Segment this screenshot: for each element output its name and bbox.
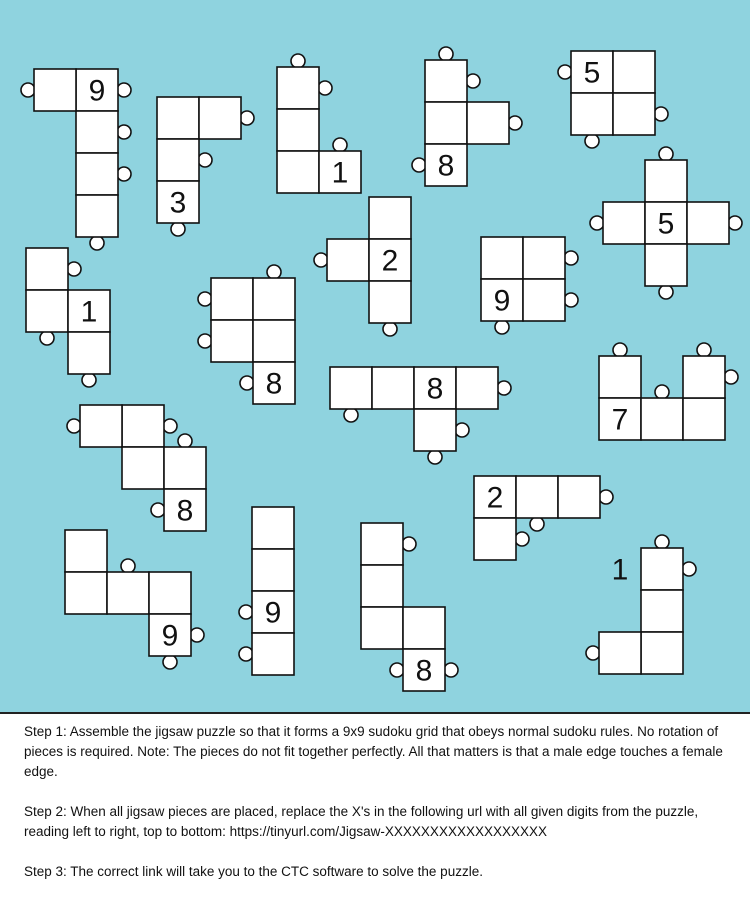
jigsaw-cell: [369, 281, 411, 323]
jigsaw-tab: [497, 381, 511, 395]
jigsaw-tab: [728, 216, 742, 230]
jigsaw-cell: [641, 398, 683, 440]
jigsaw-piece: [67, 405, 206, 531]
jigsaw-cell: [474, 518, 516, 560]
given-digit: 8: [437, 149, 455, 183]
jigsaw-tab: [90, 236, 104, 250]
jigsaw-tab: [267, 265, 281, 279]
given-digit: 8: [415, 654, 433, 688]
jigsaw-tab: [613, 343, 627, 357]
jigsaw-piece: [361, 523, 458, 691]
jigsaw-tab: [590, 216, 604, 230]
jigsaw-tab: [659, 285, 673, 299]
jigsaw-piece: [314, 197, 411, 336]
jigsaw-piece: [157, 97, 254, 236]
jigsaw-cell: [211, 278, 253, 320]
jigsaw-cell: [361, 565, 403, 607]
jigsaw-piece: [474, 476, 613, 560]
jigsaw-cell: [641, 632, 683, 674]
jigsaw-tab: [655, 385, 669, 399]
jigsaw-tab: [659, 147, 673, 161]
jigsaw-tab: [40, 331, 54, 345]
given-digit: 7: [611, 403, 629, 437]
jigsaw-tab: [466, 74, 480, 88]
jigsaw-piece: [412, 47, 522, 186]
jigsaw-cell: [361, 523, 403, 565]
jigsaw-cell: [571, 93, 613, 135]
jigsaw-tab: [151, 503, 165, 517]
given-digit: 9: [161, 619, 179, 653]
jigsaw-tab: [117, 83, 131, 97]
jigsaw-tab: [190, 628, 204, 642]
jigsaw-cell: [76, 153, 118, 195]
jigsaw-piece: [599, 343, 738, 440]
jigsaw-tab: [495, 320, 509, 334]
jigsaw-piece: [277, 54, 361, 193]
jigsaw-piece: [590, 147, 742, 299]
jigsaw-tab: [439, 47, 453, 61]
given-digit: 8: [176, 494, 194, 528]
jigsaw-tab: [117, 167, 131, 181]
step-2-text: Step 2: When all jigsaw pieces are placed, replace the X's in the following url with all given digits from the puzzle, reading left to right, top to bottom: https://tinyurl.com/Jigsaw-XXXXXXXXXXXXXXXXXX: [24, 804, 699, 839]
given-digit: 9: [88, 74, 106, 108]
jigsaw-tab: [599, 490, 613, 504]
jigsaw-tab: [198, 153, 212, 167]
jigsaw-piece: [586, 535, 696, 674]
jigsaw-cell: [641, 590, 683, 632]
jigsaw-cell: [603, 202, 645, 244]
jigsaw-cell: [456, 367, 498, 409]
jigsaw-tab: [240, 376, 254, 390]
jigsaw-cell: [277, 67, 319, 109]
given-digit: 5: [657, 207, 675, 241]
given-digit: 9: [264, 596, 282, 630]
jigsaw-tab: [344, 408, 358, 422]
jigsaw-cell: [516, 476, 558, 518]
jigsaw-tab: [171, 222, 185, 236]
jigsaw-tab: [455, 423, 469, 437]
jigsaw-tab: [333, 138, 347, 152]
given-digit: 9: [493, 284, 511, 318]
jigsaw-cell: [122, 447, 164, 489]
given-digit: 8: [426, 372, 444, 406]
jigsaw-tab: [390, 663, 404, 677]
jigsaw-piece: [330, 367, 511, 464]
jigsaw-cell: [327, 239, 369, 281]
jigsaw-cell: [277, 151, 319, 193]
jigsaw-cell: [157, 139, 199, 181]
jigsaw-cell: [369, 197, 411, 239]
jigsaw-cell: [199, 97, 241, 139]
jigsaw-piece: [65, 530, 204, 669]
jigsaw-tab: [240, 111, 254, 125]
jigsaw-cell: [523, 237, 565, 279]
jigsaw-cell: [65, 530, 107, 572]
given-digit: 2: [486, 481, 504, 515]
jigsaw-tab: [318, 81, 332, 95]
instructions: [24, 722, 736, 902]
jigsaw-cell: [425, 60, 467, 102]
given-digit: 1: [331, 156, 349, 190]
jigsaw-tab: [444, 663, 458, 677]
jigsaw-cell: [683, 398, 725, 440]
given-digit: 3: [169, 186, 187, 220]
jigsaw-cell: [645, 160, 687, 202]
jigsaw-cell: [599, 356, 641, 398]
jigsaw-tab: [67, 419, 81, 433]
jigsaw-cell: [68, 332, 110, 374]
jigsaw-cell: [558, 476, 600, 518]
jigsaw-cell: [157, 97, 199, 139]
jigsaw-piece: [558, 51, 668, 148]
jigsaw-cell: [65, 572, 107, 614]
jigsaw-tab: [291, 54, 305, 68]
jigsaw-cell: [26, 248, 68, 290]
given-digit: 8: [265, 367, 283, 401]
jigsaw-cell: [613, 51, 655, 93]
jigsaw-tab: [724, 370, 738, 384]
jigsaw-cell: [523, 279, 565, 321]
jigsaw-cell: [253, 320, 295, 362]
jigsaw-tab: [558, 65, 572, 79]
jigsaw-tab: [163, 655, 177, 669]
jigsaw-tab: [655, 535, 669, 549]
jigsaw-cell: [372, 367, 414, 409]
jigsaw-tab: [121, 559, 135, 573]
jigsaw-tab: [239, 605, 253, 619]
jigsaw-cell: [76, 111, 118, 153]
jigsaw-tab: [515, 532, 529, 546]
jigsaw-tab: [383, 322, 397, 336]
jigsaw-tab: [82, 373, 96, 387]
jigsaw-tab: [530, 517, 544, 531]
jigsaw-cell: [34, 69, 76, 111]
jigsaw-cell: [277, 109, 319, 151]
jigsaw-piece: [481, 237, 578, 334]
jigsaw-tab: [412, 158, 426, 172]
jigsaw-tab: [117, 125, 131, 139]
jigsaw-cell: [414, 409, 456, 451]
jigsaw-cell: [26, 290, 68, 332]
jigsaw-cell: [645, 244, 687, 286]
jigsaw-piece: [26, 248, 110, 387]
jigsaw-cell: [253, 278, 295, 320]
jigsaw-cell: [361, 607, 403, 649]
jigsaw-cell: [252, 549, 294, 591]
jigsaw-tab: [21, 83, 35, 97]
step-1-text: Step 1: Assemble the jigsaw puzzle so that it forms a 9x9 sudoku grid that obeys normal sudoku rules. No rotation of pieces is required. Note: The pieces do not fit together perfectly. All that matters is that a male edge touches a female edge.: [24, 724, 723, 779]
jigsaw-tab: [163, 419, 177, 433]
jigsaw-tab: [654, 107, 668, 121]
given-digit: 2: [381, 244, 399, 278]
step-3-text: Step 3: The correct link will take you to the CTC software to solve the puzzle.: [24, 864, 483, 879]
jigsaw-tab: [586, 646, 600, 660]
jigsaw-cell: [403, 607, 445, 649]
given-digit: 1: [80, 295, 98, 329]
jigsaw-tab: [508, 116, 522, 130]
divider: [0, 712, 750, 714]
jigsaw-tab: [314, 253, 328, 267]
given-digit: 1: [611, 553, 629, 587]
jigsaw-piece: [198, 265, 295, 404]
jigsaw-tab: [564, 251, 578, 265]
jigsaw-tab: [239, 647, 253, 661]
jigsaw-cell: [107, 572, 149, 614]
given-digit: 5: [583, 56, 601, 90]
jigsaw-tab: [402, 537, 416, 551]
jigsaw-piece: [21, 69, 131, 250]
jigsaw-tab: [585, 134, 599, 148]
jigsaw-cell: [149, 572, 191, 614]
jigsaw-tab: [564, 293, 578, 307]
jigsaw-tab: [428, 450, 442, 464]
jigsaw-cell: [481, 237, 523, 279]
jigsaw-cell: [467, 102, 509, 144]
jigsaw-cell: [599, 632, 641, 674]
jigsaw-tab: [178, 434, 192, 448]
jigsaw-cell: [683, 356, 725, 398]
jigsaw-cell: [252, 633, 294, 675]
jigsaw-cell: [641, 548, 683, 590]
jigsaw-cell: [76, 195, 118, 237]
jigsaw-cell: [425, 102, 467, 144]
jigsaw-cell: [687, 202, 729, 244]
jigsaw-cell: [80, 405, 122, 447]
jigsaw-cell: [252, 507, 294, 549]
jigsaw-cell: [122, 405, 164, 447]
jigsaw-cell: [330, 367, 372, 409]
jigsaw-cell: [164, 447, 206, 489]
jigsaw-cell: [211, 320, 253, 362]
jigsaw-tab: [697, 343, 711, 357]
jigsaw-tab: [67, 262, 81, 276]
jigsaw-tab: [198, 292, 212, 306]
jigsaw-piece: [239, 507, 294, 675]
jigsaw-cell: [613, 93, 655, 135]
jigsaw-tab: [198, 334, 212, 348]
jigsaw-tab: [682, 562, 696, 576]
